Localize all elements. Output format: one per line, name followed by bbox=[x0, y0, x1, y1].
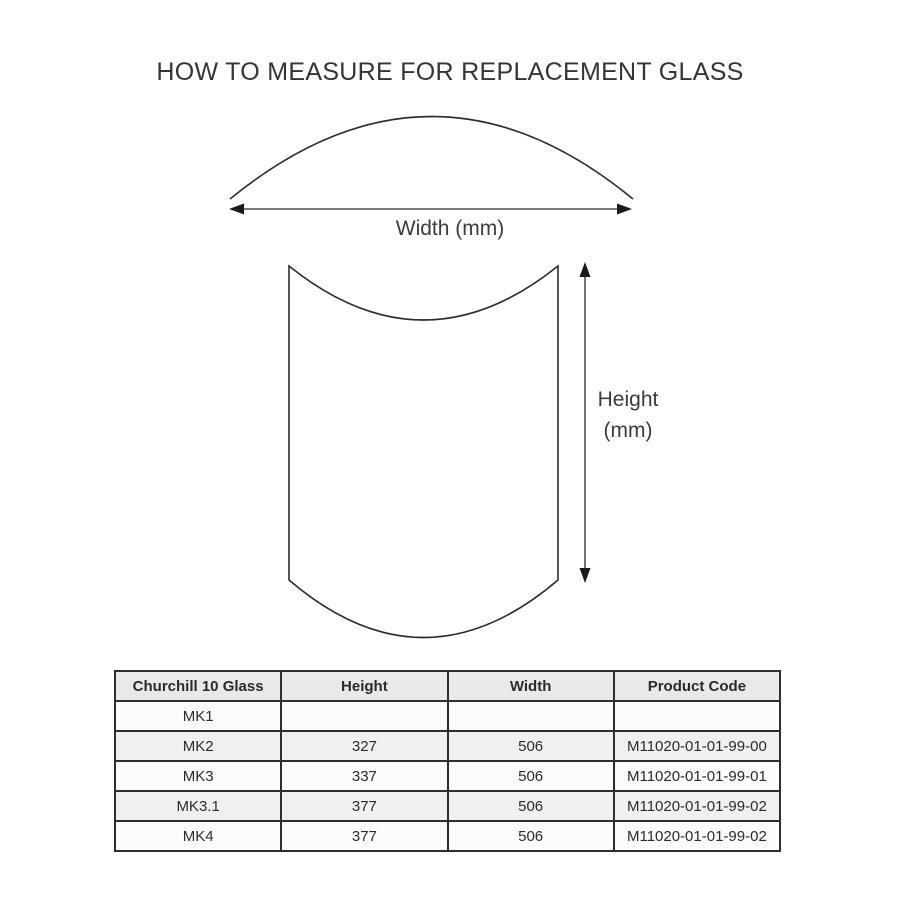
cell-model: MK3 bbox=[115, 761, 281, 791]
arrowhead-up-icon bbox=[580, 262, 591, 277]
glass-size-table bbox=[114, 670, 781, 852]
cell-width: 506 bbox=[448, 791, 614, 821]
cell-height: 377 bbox=[281, 821, 447, 851]
table-row bbox=[115, 701, 780, 731]
cell-product-code: M11020-01-01-99-00 bbox=[614, 731, 780, 761]
cell-model: MK3.1 bbox=[115, 791, 281, 821]
glass-top-arc bbox=[230, 117, 633, 200]
header-model: Churchill 10 Glass bbox=[115, 671, 281, 701]
cell-width-filled bbox=[448, 701, 614, 731]
width-arrow bbox=[229, 204, 632, 215]
table-row bbox=[115, 731, 780, 761]
cell-model: MK1 bbox=[115, 701, 281, 731]
header-product-code: Product Code bbox=[614, 671, 780, 701]
height-label-line2: (mm) bbox=[603, 419, 653, 442]
cell-height: 327 bbox=[281, 731, 447, 761]
header-height: Height bbox=[281, 671, 447, 701]
table-header-row bbox=[115, 671, 780, 701]
arrowhead-down-icon bbox=[580, 568, 591, 583]
page-title: HOW TO MEASURE FOR REPLACEMENT GLASS bbox=[156, 58, 744, 86]
cell-product-code: M11020-01-01-99-01 bbox=[614, 761, 780, 791]
cell-product-code: M11020-01-01-99-02 bbox=[614, 821, 780, 851]
cell-model: MK2 bbox=[115, 731, 281, 761]
cell-width: 506 bbox=[448, 761, 614, 791]
cell-product-code: M11020-01-01-99-02 bbox=[614, 791, 780, 821]
glass-panel-outline bbox=[289, 266, 558, 638]
cell-width: 506 bbox=[448, 731, 614, 761]
table-row bbox=[115, 791, 780, 821]
cell-height: 377 bbox=[281, 791, 447, 821]
header-width: Width bbox=[448, 671, 614, 701]
width-dimension-label: Width (mm) bbox=[395, 217, 505, 240]
arrowhead-right-icon bbox=[617, 204, 632, 215]
cell-height: 337 bbox=[281, 761, 447, 791]
table-row bbox=[115, 761, 780, 791]
cell-width: 506 bbox=[448, 821, 614, 851]
cell-model: MK4 bbox=[115, 821, 281, 851]
table-row bbox=[115, 821, 780, 851]
cell-height-filled bbox=[281, 701, 447, 731]
cell-product-code-filled bbox=[614, 701, 780, 731]
height-label-line1: Height bbox=[597, 388, 659, 411]
arrowhead-left-icon bbox=[229, 204, 244, 215]
height-dimension-label bbox=[583, 384, 673, 446]
